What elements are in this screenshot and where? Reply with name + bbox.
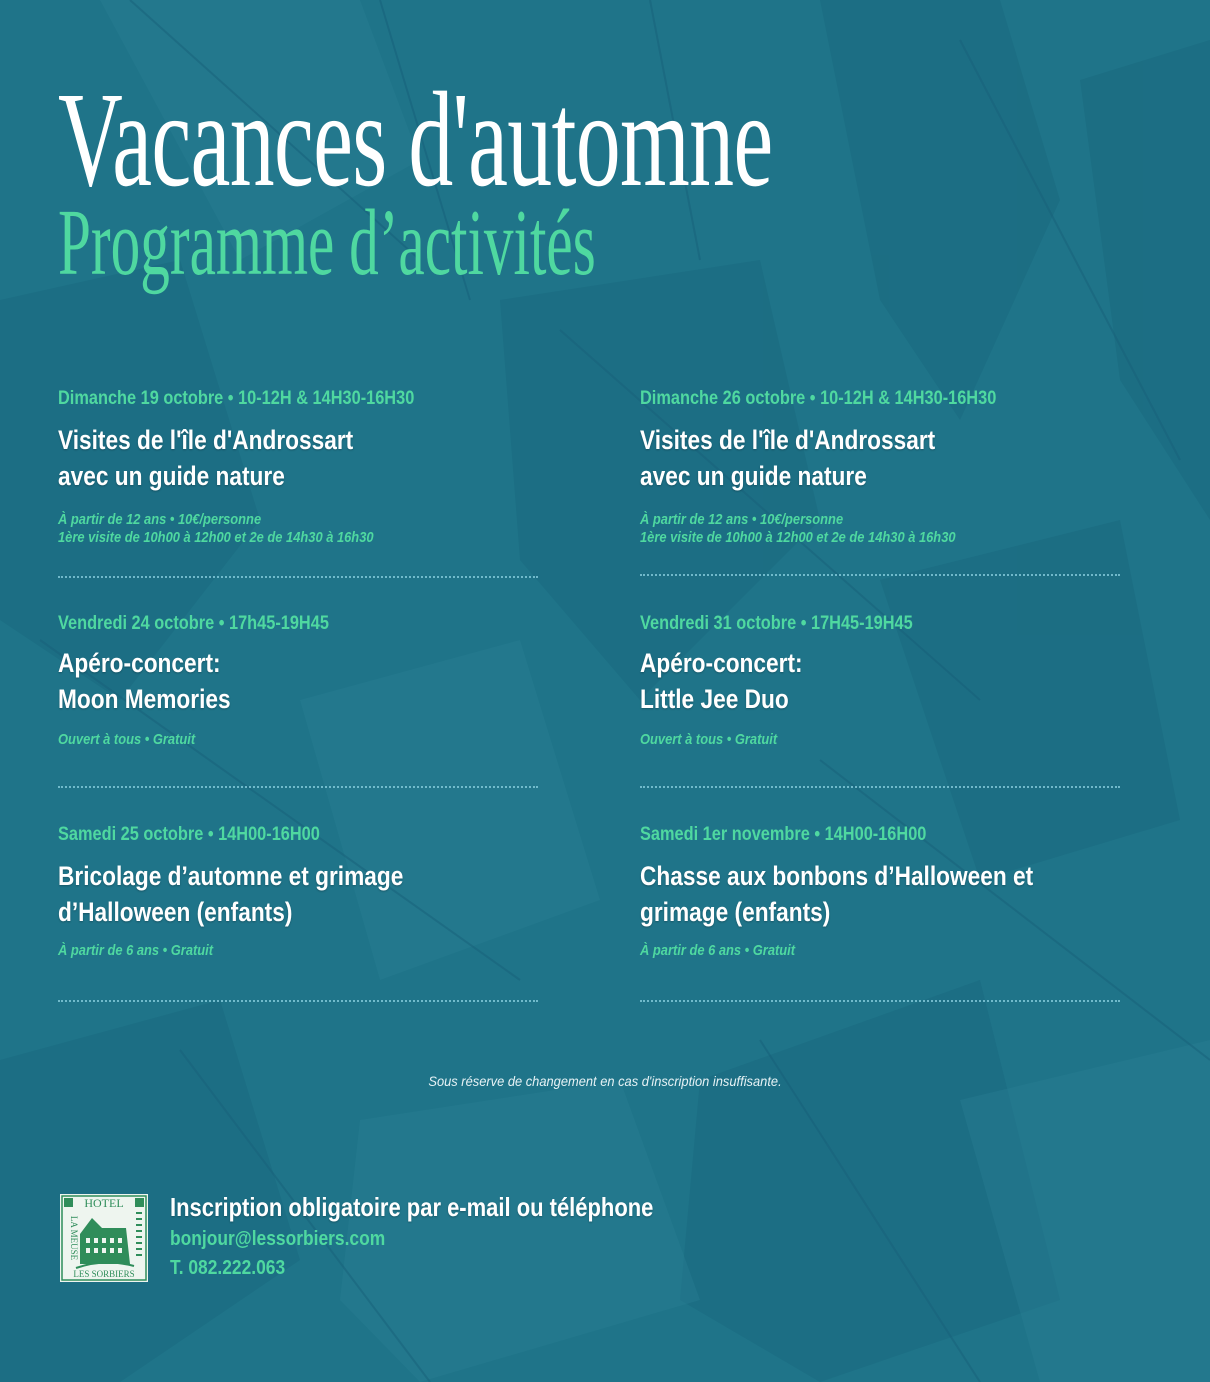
registration-title: Inscription obligatoire par e-mail ou téléphone [170,1192,654,1222]
event-title-line: Visites de l'île d'Androssart [58,425,354,455]
disclaimer [0,1073,1210,1090]
divider [640,786,1120,788]
event-title-line: Bricolage d’automne et grimage [58,861,404,891]
event-note: À partir de 6 ans • Gratuit [58,942,214,959]
event-note: Ouvert à tous • Gratuit [58,731,196,748]
page-subtitle: Programme d’activités [58,191,596,295]
event-card [58,824,538,1009]
event-title [640,645,803,717]
event-title [58,858,403,930]
email-link[interactable]: bonjour@lessorbiers.com [170,1228,386,1250]
event-title-line: Little Jee Duo [640,684,789,714]
divider [58,576,538,578]
divider [640,1000,1120,1002]
event-note: À partir de 12 ans • 10€/personne [58,511,262,528]
event-title [640,422,935,494]
event-card [58,388,538,588]
svg-text:HOTEL: HOTEL [84,1196,124,1210]
divider [58,786,538,788]
event-title [640,858,1033,930]
event-date: Samedi 1er novembre • 14H00-16H00 [640,824,927,845]
page-title: Vacances d'automne [58,65,773,215]
event-title-line: Visites de l'île d'Androssart [640,425,936,455]
event-date: Vendredi 31 octobre • 17H45-19H45 [640,613,913,634]
event-title-line: d’Halloween (enfants) [58,897,293,927]
divider [58,1000,538,1002]
event-title-line: Moon Memories [58,684,231,714]
disclaimer-text: Sous réserve de changement en cas d'inscription insuffisante. [428,1073,782,1089]
event-card [58,613,538,793]
event-date: Dimanche 26 octobre • 10-12H & 14H30-16H30 [640,388,997,409]
event-title-line: Chasse aux bonbons d’Halloween et [640,861,1034,891]
event-card [640,388,1120,588]
event-title-line: grimage (enfants) [640,897,831,927]
event-title [58,422,353,494]
event-note: Ouvert à tous • Gratuit [640,731,778,748]
event-date: Vendredi 24 octobre • 17h45-19H45 [58,613,329,634]
event-title-line: Apéro-concert: [640,648,803,678]
event-title-line: Apéro-concert: [58,648,221,678]
event-date: Samedi 25 octobre • 14H00-16H00 [58,824,320,845]
contact-block [170,1192,742,1283]
event-note: 1ère visite de 10h00 à 12h00 et 2e de 14h30 à 16h30 [640,529,956,546]
event-title-line: avec un guide nature [58,461,285,491]
event-title-line: avec un guide nature [640,461,867,491]
event-card [640,824,1120,1009]
svg-text:LA MEUSE: LA MEUSE [69,1215,79,1261]
event-title [58,645,231,717]
event-note: 1ère visite de 10h00 à 12h00 et 2e de 14h30 à 16h30 [58,529,374,546]
hotel-logo-icon [60,1194,148,1282]
svg-text:LES SORBIERS: LES SORBIERS [73,1269,135,1279]
event-date: Dimanche 19 octobre • 10-12H & 14H30-16H30 [58,388,415,409]
event-card [640,613,1120,793]
event-note: À partir de 6 ans • Gratuit [640,942,796,959]
event-note: À partir de 12 ans • 10€/personne [640,511,844,528]
phone-number[interactable]: T. 082.222.063 [170,1257,286,1279]
divider [640,574,1120,576]
